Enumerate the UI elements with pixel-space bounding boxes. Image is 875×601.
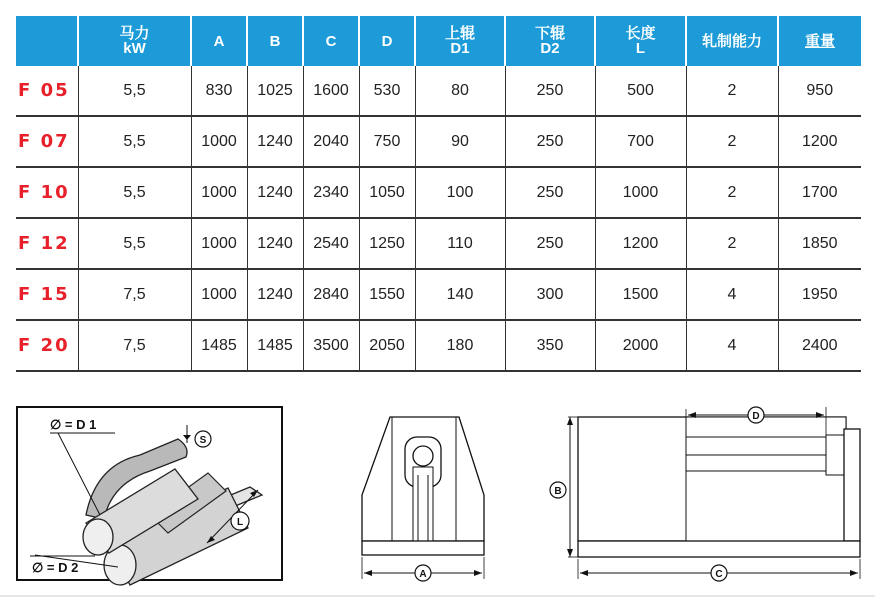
table-cell: 5,5 bbox=[78, 116, 191, 167]
c-label: C bbox=[715, 569, 723, 580]
bottom-divider bbox=[0, 595, 875, 597]
model-cell: F 20 bbox=[16, 320, 78, 371]
table-cell: 1500 bbox=[595, 269, 686, 320]
table-cell: 5,5 bbox=[78, 66, 191, 116]
table-cell: 2 bbox=[686, 167, 778, 218]
header-a: A bbox=[191, 16, 247, 66]
table-cell: 2340 bbox=[303, 167, 359, 218]
table-cell: 5,5 bbox=[78, 167, 191, 218]
table-row bbox=[16, 320, 861, 371]
header-corner bbox=[16, 16, 78, 66]
table-cell: 950 bbox=[778, 66, 861, 116]
table-cell: 1240 bbox=[247, 269, 303, 320]
table-cell: 250 bbox=[505, 167, 595, 218]
table-cell: 500 bbox=[595, 66, 686, 116]
header-d: D bbox=[359, 16, 415, 66]
table-body bbox=[16, 66, 861, 371]
table-cell: 1485 bbox=[247, 320, 303, 371]
table-cell: 1240 bbox=[247, 167, 303, 218]
model-cell: F 07 bbox=[16, 116, 78, 167]
s-label: S bbox=[199, 435, 207, 446]
table-cell: 530 bbox=[359, 66, 415, 116]
header-top-roll: 上辊 D1 bbox=[415, 16, 505, 66]
table-cell: 1600 bbox=[303, 66, 359, 116]
table-cell: 1240 bbox=[247, 116, 303, 167]
table-cell: 2540 bbox=[303, 218, 359, 269]
table-cell: 3500 bbox=[303, 320, 359, 371]
table-row bbox=[16, 66, 861, 116]
table-cell: 80 bbox=[415, 66, 505, 116]
table-cell: 4 bbox=[686, 320, 778, 371]
table-cell: 830 bbox=[191, 66, 247, 116]
table-cell: 4 bbox=[686, 269, 778, 320]
table-cell: 1550 bbox=[359, 269, 415, 320]
model-cell: F 12 bbox=[16, 218, 78, 269]
table-header-row bbox=[16, 16, 861, 66]
table-cell: 700 bbox=[595, 116, 686, 167]
diagrams bbox=[0, 395, 875, 595]
table-cell: 2050 bbox=[359, 320, 415, 371]
front-view-diagram bbox=[362, 417, 484, 581]
table-cell: 2040 bbox=[303, 116, 359, 167]
table-cell: 90 bbox=[415, 116, 505, 167]
table-cell: 1700 bbox=[778, 167, 861, 218]
table-cell: 1250 bbox=[359, 218, 415, 269]
side-top-shaft bbox=[686, 437, 826, 455]
model-cell: F 05 bbox=[16, 66, 78, 116]
table-row bbox=[16, 116, 861, 167]
table-cell: 100 bbox=[415, 167, 505, 218]
table-cell: 1000 bbox=[191, 167, 247, 218]
table-cell: 140 bbox=[415, 269, 505, 320]
d-label: D bbox=[752, 411, 760, 422]
table-cell: 1050 bbox=[359, 167, 415, 218]
table-cell: 2840 bbox=[303, 269, 359, 320]
table-cell: 2 bbox=[686, 66, 778, 116]
table-cell: 250 bbox=[505, 218, 595, 269]
table-cell: 250 bbox=[505, 66, 595, 116]
header-c: C bbox=[303, 16, 359, 66]
table-cell: 7,5 bbox=[78, 320, 191, 371]
roller-diagram bbox=[17, 407, 282, 585]
header-b: B bbox=[247, 16, 303, 66]
table-row bbox=[16, 218, 861, 269]
table-cell: 2400 bbox=[778, 320, 861, 371]
table-cell: 1240 bbox=[247, 218, 303, 269]
header-capacity: 轧制能力 bbox=[686, 16, 778, 66]
header-bottom-roll: 下辊 D2 bbox=[505, 16, 595, 66]
table-cell: 1850 bbox=[778, 218, 861, 269]
table-cell: 1000 bbox=[191, 269, 247, 320]
l-label: L bbox=[236, 517, 244, 528]
table-cell: 2 bbox=[686, 116, 778, 167]
table-cell: 180 bbox=[415, 320, 505, 371]
table-row bbox=[16, 167, 861, 218]
header-length: 长度 L bbox=[595, 16, 686, 66]
model-cell: F 10 bbox=[16, 167, 78, 218]
table-cell: 1950 bbox=[778, 269, 861, 320]
table-cell: 7,5 bbox=[78, 269, 191, 320]
model-cell: F 15 bbox=[16, 269, 78, 320]
table-cell: 110 bbox=[415, 218, 505, 269]
front-roller-circle bbox=[413, 446, 433, 466]
table-cell: 300 bbox=[505, 269, 595, 320]
table-cell: 1000 bbox=[191, 218, 247, 269]
table-cell: 1000 bbox=[191, 116, 247, 167]
d1-label: ∅ = D 1 bbox=[50, 417, 97, 432]
spec-table bbox=[16, 16, 861, 372]
a-label: A bbox=[419, 569, 427, 580]
table-cell: 1200 bbox=[778, 116, 861, 167]
table-cell: 2000 bbox=[595, 320, 686, 371]
table-cell: 2 bbox=[686, 218, 778, 269]
header-weight: 重量 bbox=[778, 16, 861, 66]
b-label: B bbox=[554, 486, 562, 497]
d2-label: ∅ = D 2 bbox=[32, 560, 79, 575]
table-cell: 1200 bbox=[595, 218, 686, 269]
front-base bbox=[362, 541, 484, 555]
table-cell: 250 bbox=[505, 116, 595, 167]
table-cell: 1000 bbox=[595, 167, 686, 218]
side-base bbox=[578, 541, 860, 557]
table-cell: 5,5 bbox=[78, 218, 191, 269]
header-power: 马力 kW bbox=[78, 16, 191, 66]
table-cell: 1025 bbox=[247, 66, 303, 116]
side-bottom-shaft bbox=[686, 455, 826, 471]
table-cell: 350 bbox=[505, 320, 595, 371]
table-cell: 1485 bbox=[191, 320, 247, 371]
table-cell: 750 bbox=[359, 116, 415, 167]
table-row bbox=[16, 269, 861, 320]
side-view-diagram bbox=[550, 407, 860, 581]
